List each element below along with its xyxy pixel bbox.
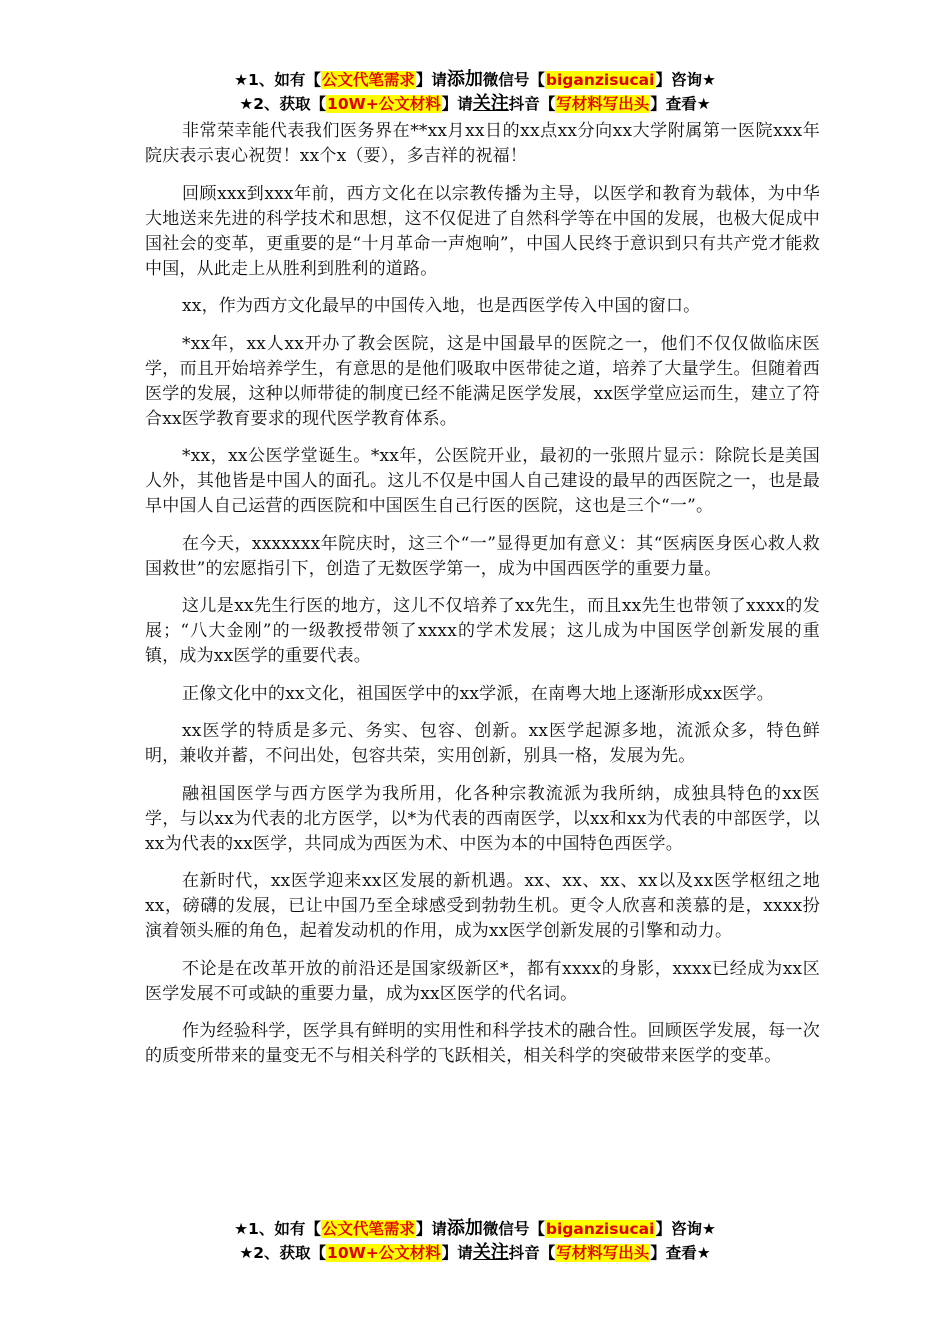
promo-text: 2、获取【 xyxy=(253,95,327,113)
paragraph: *xx，xx公医学堂诞生。*xx年，公医院开业，最初的一张照片显示：除院长是美国人外，其他皆是中国人的面孔。这儿不仅是中国人自己建设的最早的西医院之一，也是最早中国人自己运营的西医院和中国医生自己行医的医院，这也是三个“一”。 xyxy=(145,446,820,516)
promo-emphasis: 添加 xyxy=(446,1218,483,1239)
promo-text: 】请 xyxy=(415,71,447,89)
paragraph: 融祖国医学与西方医学为我所用，化各种宗教流派为我所纳，成独具特色的xx医学，与以xx为代表的北方医学，以*为代表的西南医学，以xx和xx为代表的中部医学，以xx为代表的xx医学，共同成为西医为术、中医为本的中国特色西医学。 xyxy=(145,783,820,854)
promo-text: 】咨询★ xyxy=(655,71,716,89)
promo-text: 抖音【 xyxy=(508,95,556,113)
paragraph: 正像文化中的xx文化，祖国医学中的xx学派，在南粤大地上逐渐形成xx医学。 xyxy=(182,683,774,704)
star-icon: ★ xyxy=(234,1220,249,1238)
promo-emphasis: 关注 xyxy=(472,93,509,114)
promo-banner-bottom xyxy=(0,1217,950,1265)
star-icon: ★ xyxy=(239,1244,254,1262)
promo-highlight-wechat: biganzisucai xyxy=(545,71,655,89)
promo-text: 】查看★ xyxy=(650,95,711,113)
promo-text: 】请 xyxy=(441,95,473,113)
promo-text: 】查看★ xyxy=(650,1244,711,1262)
promo-highlight-douyin: 写材料写出头 xyxy=(556,95,650,113)
promo-line-2 xyxy=(0,1241,950,1265)
promo-text: 】请 xyxy=(441,1244,473,1262)
paragraph: 这儿是xx先生行医的地方，这儿不仅培养了xx先生，而且xx先生也带领了xxxx的发展；“八大金刚”的一级教授带领了xxxx的学术发展；这儿成为中国医学创新发展的重镇，成为xx医学的重要代表。 xyxy=(145,596,820,666)
promo-text: 微信号【 xyxy=(482,1220,545,1238)
star-icon: ★ xyxy=(234,71,249,89)
promo-text: 1、如有【 xyxy=(248,71,321,89)
promo-text: 微信号【 xyxy=(482,71,545,89)
promo-highlight: 公文代笔需求 xyxy=(321,71,415,89)
promo-line-1 xyxy=(0,68,950,92)
paragraph: xx医学的特质是多元、务实、包容、创新。xx医学起源多地，流派众多，特色鲜明，兼收并蓄，不问出处，包容共荣，实用创新，别具一格，发展为先。 xyxy=(145,721,820,766)
promo-text: 抖音【 xyxy=(508,1244,556,1262)
promo-highlight-wechat: biganzisucai xyxy=(545,1220,655,1238)
paragraph: 非常荣幸能代表我们医务界在**xx月xx日的xx点xx分向xx大学附属第一医院xxx年院庆表示衷心祝贺！xx个x（要），多吉祥的祝福！ xyxy=(145,121,820,166)
paragraph: *xx年，xx人xx开办了教会医院，这是中国最早的医院之一，他们不仅仅做临床医学，而且开始培养学生，有意思的是他们吸取中医带徒之道，培养了大量学生。但随着西医学的发展，这种以师带徒的制度已经不能满足医学发展，xx医学堂应运而生，建立了符合xx医学教育要求的现代医学教育体系。 xyxy=(145,333,820,429)
paragraph: 作为经验科学，医学具有鲜明的实用性和科学技术的融合性。回顾医学发展，每一次的质变所带来的量变无不与相关科学的飞跃相关，相关科学的突破带来医学的变革。 xyxy=(145,1021,820,1066)
document-body xyxy=(145,119,820,1082)
paragraph: 在今天，xxxxxxx年院庆时，这三个“一”显得更加有意义：其“医病医身医心救人救国救世”的宏愿指引下，创造了无数医学第一，成为中国西医学的重要力量。 xyxy=(145,533,820,579)
promo-banner-top xyxy=(0,68,950,116)
star-icon: ★ xyxy=(239,95,254,113)
promo-line-1 xyxy=(0,1217,950,1241)
paragraph: 不论是在改革开放的前沿还是国家级新区*，都有xxxx的身影，xxxx已经成为xx区医学发展不可或缺的重要力量，成为xx区医学的代名词。 xyxy=(145,958,820,1004)
promo-emphasis: 添加 xyxy=(446,69,483,90)
promo-line-2 xyxy=(0,92,950,116)
promo-text: 2、获取【 xyxy=(253,1244,327,1262)
promo-emphasis: 关注 xyxy=(472,1242,509,1263)
paragraph: 在新时代，xx医学迎来xx区发展的新机遇。xx、xx、xx、xx以及xx医学枢纽之地xx，磅礴的发展，已让中国乃至全球感受到勃勃生机。更令人欣喜和羡慕的是，xxxx扮演着领头雁的角色，起着发动机的作用，成为xx医学创新发展的引擎和动力。 xyxy=(145,871,820,941)
promo-highlight: 10W+公文材料 xyxy=(327,1244,441,1262)
paragraph: xx，作为西方文化最早的中国传入地，也是西医学传入中国的窗口。 xyxy=(182,296,701,316)
promo-text: 1、如有【 xyxy=(248,1220,321,1238)
promo-text: 】咨询★ xyxy=(655,1220,716,1238)
paragraph: 回顾xxx到xxx年前，西方文化在以宗教传播为主导，以医学和教育为载体，为中华大地送来先进的科学技术和思想，这不仅促进了自然科学等在中国的发展，也极大促成中国社会的变革，更重要的是“十月革命一声炮响”，中国人民终于意识到只有共产党才能救中国，从此走上从胜利到胜利的道路。 xyxy=(145,183,820,279)
promo-highlight: 公文代笔需求 xyxy=(321,1220,415,1238)
promo-text: 】请 xyxy=(415,1220,447,1238)
promo-highlight: 10W+公文材料 xyxy=(327,95,441,113)
promo-highlight-douyin: 写材料写出头 xyxy=(556,1244,650,1262)
